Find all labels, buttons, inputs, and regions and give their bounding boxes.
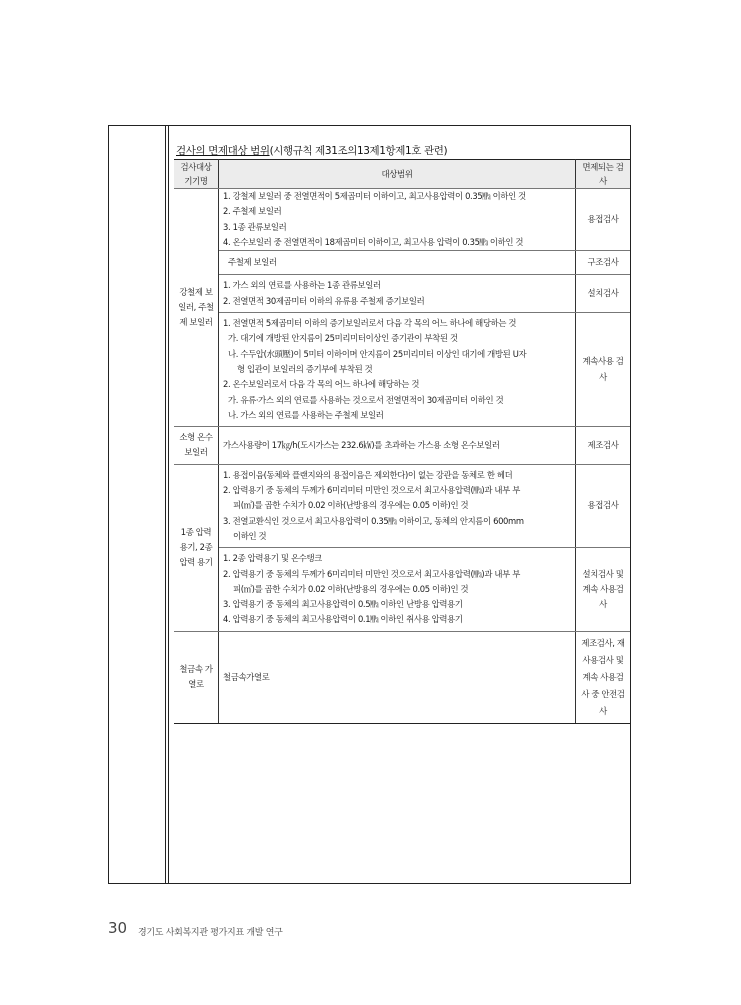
range-cell xyxy=(219,427,576,465)
frame-divider-inner xyxy=(168,126,169,883)
range-line: 형 입관이 보일러의 증기부에 부착된 것 xyxy=(237,363,373,374)
frame-divider xyxy=(165,126,166,883)
header-row xyxy=(174,160,630,189)
page-number: 30 xyxy=(108,919,128,937)
range-line: 나. 수두압(水頭壓)이 5미터 이하이며 안지름이 25미리미터 이상인 대기에 개방된 U자 xyxy=(228,348,527,359)
title-rest: (시행규칙 제31조의13제1항제1호 관련) xyxy=(269,145,448,157)
table-row xyxy=(174,631,630,723)
range-line: 이하인 것 xyxy=(233,530,267,541)
range-line: 피(㎥)를 곱한 수치가 0.02 이하(난방용의 경우에는 0.05 이하)인 것 xyxy=(233,500,469,511)
table-row xyxy=(174,313,630,427)
table-row xyxy=(174,464,630,547)
category-cell: 철금속 가열로 xyxy=(174,631,219,723)
range-cell xyxy=(219,548,576,631)
range-line: 2. 압력용기 중 동체의 두께가 6미리미터 미만인 것으로서 최고사용압력(㎫)과 내부 부 xyxy=(223,485,520,496)
table-row xyxy=(174,189,630,251)
range-line: 가스사용량이 17㎏/h(도시가스는 232.6㎾)를 초과하는 가스용 소형 온수보일러 xyxy=(223,439,500,450)
range-line: 2. 전열면적 30제곱미터 이하의 유류용 주철제 증기보일러 xyxy=(223,295,425,306)
range-line: 2. 압력용기 중 동체의 두께가 6미리미터 미만인 것으로서 최고사용압력(㎫)과 내부 부 xyxy=(223,568,520,579)
inspection-cell: 용접검사 xyxy=(576,464,631,547)
range-line: 3. 압력용기 중 동체의 최고사용압력이 0.5㎫ 이하인 난방용 압력용기 xyxy=(223,599,463,610)
inspection-cell: 제조검사 xyxy=(576,427,631,465)
range-cell xyxy=(219,189,576,251)
inspection-cell: 구조검사 xyxy=(576,251,631,275)
range-cell xyxy=(219,275,576,313)
range-line: 철금속가열로 xyxy=(223,671,270,682)
range-line: 1. 전열면적 5제곱미터 이하의 증기보일러로서 다음 각 목의 어느 하나에 해당하는 것 xyxy=(223,318,517,329)
header-inspection: 면제되는 검사 xyxy=(576,160,631,189)
footer-title: 경기도 사회복지관 평가지표 개발 연구 xyxy=(138,928,283,938)
range-cell xyxy=(219,251,576,275)
range-line: 1. 가스 외의 연료를 사용하는 1종 관류보일러 xyxy=(223,280,381,291)
inspection-cell: 설치검사 및 계속 사용검사 xyxy=(576,548,631,631)
header-category: 검사대상 기기명 xyxy=(174,160,219,189)
inspection-cell: 제조검사, 재사용검사 및 계속 사용검사 중 안전검사 xyxy=(576,631,631,723)
range-line: 가. 대기에 개방된 안지름이 25미리미터이상인 증기관이 부착된 것 xyxy=(228,333,458,344)
range-cell xyxy=(219,313,576,427)
range-line: 1. 용접이음(동체와 플랜지와의 용접이음은 제외한다)이 없는 강관을 동체로 한 헤더 xyxy=(223,469,513,480)
range-line: 1. 강철제 보일러 중 전열면적이 5제곱미터 이하이고, 최고사용압력이 0.35㎫ 이하인 것 xyxy=(223,191,526,201)
title-underlined: 검사의 면제대상 범위 xyxy=(176,145,270,157)
range-cell xyxy=(219,464,576,547)
table-row xyxy=(174,251,630,275)
range-line: 2. 주철제 보일러 xyxy=(223,206,282,217)
range-line: 주철제 보일러 xyxy=(228,257,277,268)
category-cell: 강철제 보일러, 주철제 보일러 xyxy=(174,189,219,427)
range-line: 가. 유류·가스 외의 연료를 사용하는 것으로서 전열면적이 30제곱미터 이하인 것 xyxy=(228,394,504,405)
range-line: 나. 가스 외의 연료를 사용하는 주철제 보일러 xyxy=(228,409,384,420)
inspection-cell: 계속사용 검사 xyxy=(576,313,631,427)
range-line: 3. 1종 관류보일러 xyxy=(223,221,287,232)
table-row xyxy=(174,548,630,631)
category-cell: 1종 압력 용기, 2종 압력 용기 xyxy=(174,464,219,631)
table-title xyxy=(176,143,447,158)
category-cell: 소형 온수 보일러 xyxy=(174,427,219,465)
range-line: 피(㎥)를 곱한 수치가 0.02 이하(난방용의 경우에는 0.05 이하)인 것 xyxy=(233,583,469,594)
range-line: 4. 온수보일러 중 전열면적이 18제곱미터 이하이고, 최고사용 압력이 0.35㎫ 이하인 것 xyxy=(223,236,524,247)
range-line: 3. 전열교환식인 것으로서 최고사용압력이 0.35㎫ 이하이고, 동체의 안지름이 600mm xyxy=(223,515,524,526)
range-line: 1. 2종 압력용기 및 온수탱크 xyxy=(223,553,322,564)
table-row xyxy=(174,275,630,313)
range-cell xyxy=(219,631,576,723)
table-row xyxy=(174,427,630,465)
inspection-cell: 설치검사 xyxy=(576,275,631,313)
inspection-cell: 용접검사 xyxy=(576,189,631,251)
range-line: 2. 온수보일러로서 다음 각 목의 어느 하나에 해당하는 것 xyxy=(223,379,420,390)
exemption-table xyxy=(174,159,630,724)
header-range: 대상범위 xyxy=(219,160,576,189)
range-line: 4. 압력용기 중 동체의 최고사용압력이 0.1㎫ 이하인 취사용 압력용기 xyxy=(223,614,463,625)
